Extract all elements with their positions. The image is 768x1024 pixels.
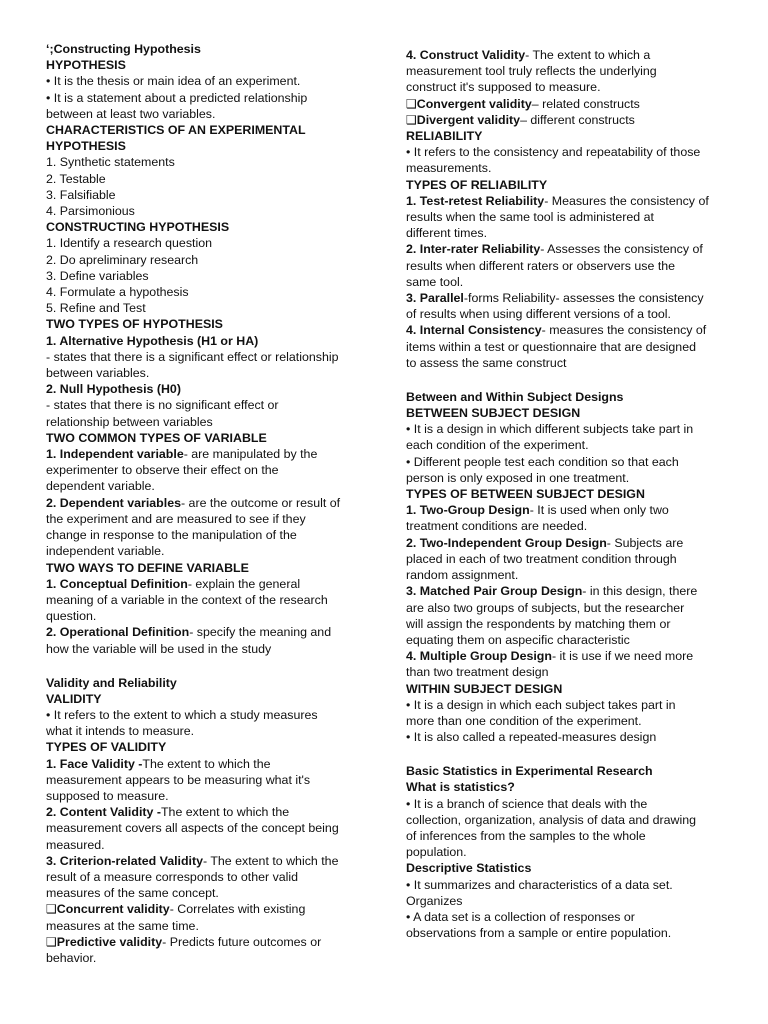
text-line: • It is also called a repeated-measures design xyxy=(406,730,657,745)
text-line: question. xyxy=(46,609,97,624)
right-column xyxy=(406,0,732,941)
text-line: measurements. xyxy=(406,161,492,176)
text-line: between at least two variables. xyxy=(46,106,216,121)
section-heading: CHARACTERISTICS OF AN EXPERIMENTAL xyxy=(46,123,306,138)
term-definition: – different constructs xyxy=(520,112,635,127)
section-heading: WITHIN SUBJECT DESIGN xyxy=(406,681,563,696)
section-heading: 1. Alternative Hypothesis (H1 or HA) xyxy=(46,333,259,348)
text-line: person is only exposed in one treatment. xyxy=(406,470,630,485)
text-line: what it intends to measure. xyxy=(46,724,195,739)
text-line: equating them on aspecific characteristic xyxy=(406,632,630,647)
term-label: 4. Construct Validity xyxy=(406,48,526,62)
term-label: Convergent validity xyxy=(416,96,532,111)
text-line: 3. Define variables xyxy=(46,268,149,283)
term-definition: - explain the general xyxy=(187,576,301,591)
term-label: Divergent validity xyxy=(416,112,521,127)
definition-line xyxy=(406,535,732,551)
text-line: • It is the thesis or main idea of an experiment. xyxy=(46,74,301,89)
text-line: 4. Formulate a hypothesis xyxy=(46,285,189,300)
text-line: are also two groups of subjects, but the researcher xyxy=(406,600,685,615)
text-line: each condition of the experiment. xyxy=(406,438,589,453)
section-heading: What is statistics? xyxy=(406,780,515,795)
term-definition: - It is used when only two xyxy=(529,503,669,518)
term-definition: - are manipulated by the xyxy=(183,447,318,462)
text-line: • Different people test each condition so that each xyxy=(406,454,679,469)
term-definition: - are the outcome or result of xyxy=(180,495,341,510)
term-definition: The extent to which the xyxy=(160,805,290,820)
text-line: relationship between variables xyxy=(46,414,213,429)
text-line: meaning of a variable in the context of the research xyxy=(46,592,328,607)
text-line: between variables. xyxy=(46,366,150,381)
text-line: supposed to measure. xyxy=(46,788,169,803)
text-line: to assess the same construct xyxy=(406,355,567,370)
term-definition: - specify the meaning and xyxy=(189,625,332,640)
term-label: 2. Operational Definition xyxy=(46,625,190,640)
term-label: 1. Conceptual Definition xyxy=(46,576,188,591)
checkbox-bullet-icon: ❑ xyxy=(406,112,417,127)
text-line: result of a measure corresponds to other valid xyxy=(46,869,299,884)
text-line: • It is a design in which each subject takes part in xyxy=(406,697,676,712)
term-definition: - Predicts future outcomes or xyxy=(162,934,322,949)
definition-line xyxy=(406,583,732,599)
term-label: Concurrent validity xyxy=(56,902,170,917)
term-label: 3. Criterion-related Validity xyxy=(46,853,203,868)
section-heading: HYPOTHESIS xyxy=(46,58,126,73)
text-line: the experiment and are measured to see if they xyxy=(46,511,306,526)
section-heading: RELIABILITY xyxy=(406,129,483,144)
text-line: measurement appears to be measuring what it's xyxy=(46,772,311,787)
text-line: experimenter to observe their effect on the xyxy=(46,463,279,478)
checkbox-item-line xyxy=(406,96,732,112)
definition-line xyxy=(406,502,732,518)
text-line: different times. xyxy=(406,226,488,241)
term-label: 2. Two-Independent Group Design xyxy=(406,535,607,550)
term-label: 1. Independent variable xyxy=(46,447,184,462)
section-heading: 2. Null Hypothesis (H0) xyxy=(46,382,181,397)
definition-line xyxy=(46,495,368,511)
checkbox-item-line xyxy=(46,901,368,917)
text-line: change in response to the manipulation of the xyxy=(46,528,297,543)
section-heading: Validity and Reliability xyxy=(46,675,177,690)
text-line: - states that there is no significant effect or xyxy=(46,398,279,413)
text-line: 1. Synthetic statements xyxy=(46,155,175,170)
term-label: 3. Parallel xyxy=(406,291,464,306)
term-label: 1. Test-retest Reliability xyxy=(406,193,545,208)
term-definition: - The extent to which the xyxy=(203,853,339,868)
term-definition: - Subjects are xyxy=(606,535,684,550)
text-line: 2. Do apreliminary research xyxy=(46,252,199,267)
text-line: 2. Testable xyxy=(46,171,106,186)
section-spacer xyxy=(46,657,368,675)
checkbox-bullet-icon: ❑ xyxy=(46,902,57,917)
text-line: results when the same tool is administered at xyxy=(406,210,654,225)
text-line: placed in each of two treatment condition through xyxy=(406,551,677,566)
term-label: 2. Inter-rater Reliability xyxy=(406,242,541,257)
text-line: measurement tool truly reflects the underlying xyxy=(406,64,657,79)
checkbox-item-line xyxy=(406,112,732,128)
definition-line xyxy=(46,756,368,772)
section-heading: TYPES OF RELIABILITY xyxy=(406,177,548,192)
definition-line xyxy=(46,853,368,869)
text-line: measured. xyxy=(46,837,105,852)
term-label: 1. Two-Group Design xyxy=(406,503,530,518)
text-line: population. xyxy=(406,845,467,860)
text-line: • It refers to the consistency and repeatability of those xyxy=(406,145,701,160)
section-heading: HYPOTHESIS xyxy=(46,139,126,154)
text-line: measurement covers all aspects of the concept being xyxy=(46,821,339,836)
term-definition: - Assesses the consistency of xyxy=(540,242,703,257)
section-heading: Basic Statistics in Experimental Research xyxy=(406,764,653,779)
text-line: treatment conditions are needed. xyxy=(406,519,588,534)
definition-line xyxy=(406,241,732,257)
checkbox-item-line xyxy=(46,934,368,950)
section-heading: CONSTRUCTING HYPOTHESIS xyxy=(46,220,230,235)
definition-line xyxy=(46,446,368,462)
definition-line xyxy=(46,624,368,640)
section-heading: TWO TYPES OF HYPOTHESIS xyxy=(46,317,223,332)
term-label: 2. Content Validity - xyxy=(46,805,161,820)
text-line: of results when using different versions of a tool. xyxy=(406,307,671,322)
text-line: of inferences from the samples to the whole xyxy=(406,828,646,843)
text-line: than two treatment design xyxy=(406,665,549,680)
text-line: random assignment. xyxy=(406,568,519,583)
text-line: measures at the same time. xyxy=(46,918,199,933)
text-line: collection, organization, analysis of data and drawing xyxy=(406,812,696,827)
text-line: same tool. xyxy=(406,274,464,289)
term-label: Predictive validity xyxy=(56,934,163,949)
text-line: dependent variable. xyxy=(46,479,155,494)
term-definition: - Correlates with existing xyxy=(169,902,306,917)
section-heading: VALIDITY xyxy=(46,691,102,706)
text-line: 1. Identify a research question xyxy=(46,236,212,251)
term-definition: The extent to which the xyxy=(142,756,271,771)
section-heading: TWO WAYS TO DEFINE VARIABLE xyxy=(46,560,249,575)
text-line: • It summarizes and characteristics of a data set. xyxy=(406,877,673,892)
section-heading: BETWEEN SUBJECT DESIGN xyxy=(406,406,581,421)
text-line: how the variable will be used in the study xyxy=(46,641,272,656)
definition-line xyxy=(406,47,732,63)
text-line: • It refers to the extent to which a study measures xyxy=(46,707,318,722)
definition-line xyxy=(46,576,368,592)
term-label: 2. Dependent variables xyxy=(46,495,181,510)
term-definition: - measures the consistency of xyxy=(541,323,707,338)
term-label: 1. Face Validity - xyxy=(46,756,143,771)
text-line: 5. Refine and Test xyxy=(46,301,146,316)
left-column xyxy=(46,0,368,966)
text-line: measures of the same concept. xyxy=(46,886,219,901)
text-line: • A data set is a collection of responses or xyxy=(406,909,635,924)
text-line: will assign the respondents by matching them or xyxy=(406,616,671,631)
term-definition: - it is use if we need more xyxy=(551,649,694,664)
term-definition: - Measures the consistency of xyxy=(544,193,709,208)
document-title: ‘;Constructing Hypothesis xyxy=(46,42,201,56)
definition-line xyxy=(46,804,368,820)
text-line: 3. Falsifiable xyxy=(46,187,116,202)
section-heading: TYPES OF BETWEEN SUBJECT DESIGN xyxy=(406,487,645,502)
section-heading: Descriptive Statistics xyxy=(406,861,532,876)
section-spacer xyxy=(406,745,732,763)
text-line: - states that there is a significant effect or relationship xyxy=(46,349,339,364)
text-line: construct it's supposed to measure. xyxy=(406,80,601,95)
term-definition: - The extent to which a xyxy=(525,48,651,62)
text-line: independent variable. xyxy=(46,544,165,559)
term-label: 4. Internal Consistency xyxy=(406,323,542,338)
term-definition: - in this design, there xyxy=(582,584,698,599)
definition-line xyxy=(406,322,732,338)
term-label: 4. Multiple Group Design xyxy=(406,649,552,664)
text-line: Organizes xyxy=(406,893,463,908)
checkbox-bullet-icon: ❑ xyxy=(406,96,417,111)
text-line: items within a test or questionnaire that are designed xyxy=(406,339,696,354)
section-heading: Between and Within Subject Designs xyxy=(406,389,624,404)
term-definition: -forms Reliability- assesses the consistency xyxy=(463,291,704,306)
text-line: • It is a design in which different subjects take part in xyxy=(406,422,694,437)
text-line: behavior. xyxy=(46,950,97,965)
text-line: more than one condition of the experiment. xyxy=(406,713,642,728)
section-heading: TYPES OF VALIDITY xyxy=(46,740,167,755)
term-definition: – related constructs xyxy=(531,96,640,111)
definition-line xyxy=(406,193,732,209)
definition-line xyxy=(406,290,732,306)
term-label: 3. Matched Pair Group Design xyxy=(406,584,583,599)
text-line: • It is a statement about a predicted relationship xyxy=(46,90,308,105)
checkbox-bullet-icon: ❑ xyxy=(46,934,57,949)
definition-line xyxy=(406,648,732,664)
section-heading: TWO COMMON TYPES OF VARIABLE xyxy=(46,430,267,445)
section-spacer xyxy=(406,371,732,389)
text-line: results when different raters or observers use the xyxy=(406,258,676,273)
text-line: • It is a branch of science that deals with the xyxy=(406,796,648,811)
text-line: 4. Parsimonious xyxy=(46,204,135,219)
text-line: observations from a sample or entire population. xyxy=(406,926,672,941)
